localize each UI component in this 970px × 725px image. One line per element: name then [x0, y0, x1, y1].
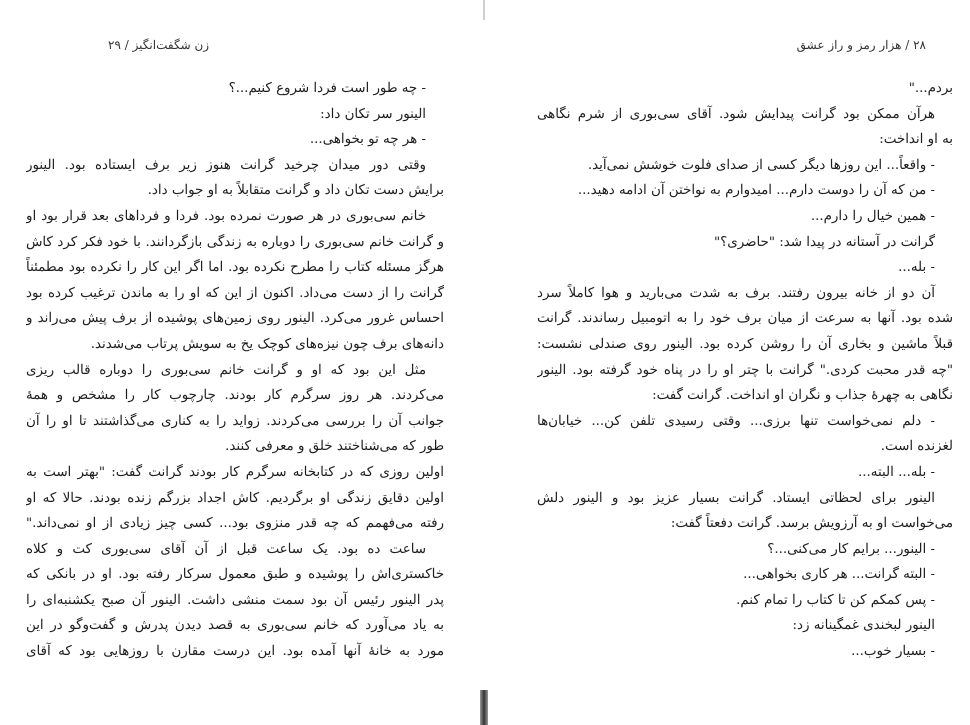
text-line: - هر چه تو بخواهی...	[309, 132, 426, 148]
text-line: لغزنده است.	[880, 439, 953, 455]
text-line: گرانت در آستانه در پیدا شد: "حاضری؟"	[713, 234, 935, 250]
text-line: هرگز مسئله کتاب را مطرح نکرده بود. اما اگر این کار را نکرده بود مطمئناً	[26, 260, 444, 276]
text-line: برایش دست تکان داد و گرانت متقابلاً به او جواب داد.	[147, 183, 444, 199]
text-line: جوانب آن را بررسی می‌کردند. زواید را به کناری می‌گذاشتند تا او را آن	[26, 413, 444, 429]
text-line: قبلاً ماشین و بخاری آن را روشن کرده بود. الینور روی صندلی نشست:	[537, 336, 953, 352]
text-line: - الینور... برایم کار می‌کنی...؟	[767, 541, 935, 557]
text-line: هرآن ممکن بود گرانت پیدایش شود. آقای سی‌بوری از شرم نگاهی	[537, 106, 935, 122]
text-line: - چه طور است فردا شروع کنیم...؟	[228, 81, 426, 96]
text-line: می‌خواست او به آرزویش برسد. گرانت دفعتاً گفت:	[670, 516, 953, 532]
text-line: نگاهی به چهرهٔ جذاب و نگران او انداخت. گرانت گفت:	[652, 388, 953, 404]
text-line: - پس کمکم کن تا کتاب را تمام کنم.	[736, 592, 935, 608]
text-line: ساعت ده بود. یک ساعت قبل از آن آقای سی‌بوری کت و کلاه	[26, 541, 426, 557]
left-page-header: زن شگفت‌انگیز / ۲۹	[108, 38, 210, 52]
text-line: احساس غرور می‌کرد. الینور روی زمین‌های پوشیده از برف پیش می‌راند و	[26, 311, 444, 327]
right-page-header: ۲۸ / هزار رمز و راز عشق	[796, 38, 926, 52]
text-line: بردم..."	[908, 81, 953, 96]
text-line: پدر الینور رئیس آن بود سمت منشی داشت. الینور آن صبح یکشنبه‌ای را	[26, 592, 444, 608]
text-line: - همین خیال را دارم...	[810, 208, 935, 224]
right-page-body	[537, 76, 953, 665]
text-line: - دلم نمی‌خواست تنها برزی... وقتی رسیدی تلفن کن... خیابان‌ها	[537, 413, 935, 429]
text-line: - البته گرانت... هر کاری بخواهی...	[743, 567, 935, 583]
text-line: طور که می‌شناختند خلق و معرفی کنند.	[225, 439, 444, 455]
text-line: به یاد می‌آورد که خانم سی‌بوری به قصد دیدن پدرش و گفت‌وگو در این	[26, 618, 444, 634]
text-line: الینور برای لحظاتی ایستاد. گرانت بسیار عزیز بود و الینور دلش	[537, 490, 935, 506]
text-line: می‌کردند. هر روز سرگرم کار بودند. چارچوب کار را مشخص و همهٔ	[26, 388, 444, 404]
text-line: خانم سی‌بوری در هر صورت نمرده بود. فردا و فرداهای بعد قرار بود او	[26, 208, 426, 224]
text-line: مورد به خانهٔ آنها آمده بود. این درست مقارن با روزهایی بود که آقای	[26, 644, 444, 660]
text-line: خاکستری‌اش را پوشیده و طبق معمول سرکار رفته بود. او در بانکی که	[26, 567, 444, 583]
text-line: آن دو از خانه بیرون رفتند. برف به شدت می‌بارید و هوا کاملاً سرد	[537, 285, 935, 301]
right-page	[485, 0, 970, 725]
text-line: الینور سر تکان داد:	[320, 106, 426, 122]
text-line: رفته می‌فهمم که چه قدر منزوی بود... کسی چیز زیادی از او نمی‌داند."	[26, 516, 444, 532]
text-line: به او انداخت:	[879, 132, 953, 148]
text-line: وقتی دور میدان چرخید گرانت هنوز زیر برف ایستاده بود. الینور	[26, 157, 426, 173]
text-line: شده بود. آنها به سرعت از میان برف خود را به اتومبیل رساندند. گرانت	[537, 311, 953, 327]
text-line: الینور لبخندی غمگینانه زد:	[792, 618, 935, 634]
text-line: - بله...	[898, 260, 935, 276]
text-line: گرانت را از دست می‌داد. اکنون از این که او را به ماندن ترغیب کرده بود	[26, 285, 444, 301]
text-line: اولین روزی که در کتابخانه سرگرم کار بودند گرانت گفت: "بهتر است به	[26, 464, 444, 480]
text-line: دانه‌های برف چون نیزه‌های کوچک یخ به سویش پرتاب می‌شدند.	[90, 336, 444, 352]
text-line: - واقعاً... این روزها دیگر کسی از صدای فلوت خوشش نمی‌آید.	[587, 157, 935, 173]
text-line: - من که آن را دوست دارم... امیدوارم به نواختن آن ادامه دهید...	[577, 183, 935, 199]
text-line: مثل این بود که او و گرانت خانم سی‌بوری را دوباره قالب ریزی	[26, 362, 426, 378]
text-line: اولین دقایق زندگی او برگردیم. کاش اجداد بزرگم زنده بودند. حالا که او	[26, 490, 444, 506]
text-line: و گرانت خانم سی‌بوری را دوباره به زندگی بازگردانند. با خود فکر کرد کاش	[26, 234, 444, 250]
text-line: "چه قدر محبت کردی." گرانت با چتر او را در پناه خود گرفته بود. الینور	[537, 362, 953, 378]
left-page-body	[26, 76, 444, 665]
text-line: - بله... البته...	[858, 464, 935, 480]
text-line: - بسیار خوب...	[851, 644, 935, 660]
